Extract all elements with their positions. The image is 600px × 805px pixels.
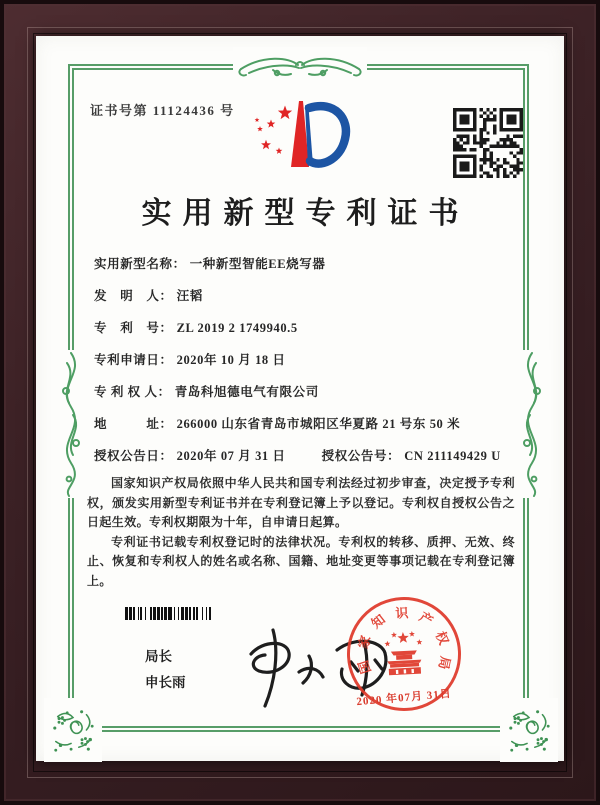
field-row-name [94, 255, 514, 274]
field-value: ZL 2019 2 1749940.5 [176, 321, 298, 335]
certificate-body-text [87, 474, 515, 591]
field-label: 实用新型名称： [94, 257, 186, 271]
director-name: 申长雨 [145, 675, 186, 690]
field-value: 一种新型智能EE烧写器 [189, 257, 326, 271]
field-value: 266000 山东省青岛市城阳区华夏路 21 号东 50 米 [176, 417, 461, 431]
qr-code [453, 108, 523, 178]
seal-date: 2020 年07月 31日 [355, 687, 453, 709]
cnipa-logo-icon [252, 94, 352, 184]
certificate-number: 证书号第 11124436 号 [90, 103, 235, 118]
field-value: 2020年 10 月 18 日 [176, 353, 286, 367]
barcode [125, 607, 243, 620]
field-row-address [94, 415, 514, 434]
field-label: 专 利 号： [94, 321, 173, 335]
seal-ring-text: 国 家 知 识 产 权 局 [355, 605, 453, 676]
grant-date-label: 授权公告日： [94, 449, 173, 463]
field-row-filing-date [94, 351, 514, 370]
field-row-patentee [94, 383, 514, 402]
grant-date-value: 2020年 07 月 31 日 [176, 449, 286, 463]
certificate-paper [36, 36, 564, 761]
grant-no-label: 授权公告号： [321, 449, 401, 463]
field-label: 发 明 人： [94, 289, 173, 303]
field-value: 汪韬 [176, 289, 203, 303]
field-row-grant [94, 447, 514, 466]
field-label: 地 址： [94, 417, 173, 431]
field-value: 青岛科旭德电气有限公司 [174, 385, 319, 399]
field-label: 专 利 权 人： [94, 385, 171, 399]
field-row-patent-no [94, 319, 514, 338]
certificate-title: 实用新型专利证书 [141, 197, 470, 230]
legal-paragraph-2: 专利证书记载专利权登记时的法律状况。专利权的转移、质押、无效、终止、恢复和专利权人的姓名或名称、国籍、地址变更等事项记载在专利登记簿上。 [87, 534, 515, 588]
director-title: 局长 [145, 649, 172, 664]
field-row-inventor [94, 287, 514, 306]
grant-no-value: CN 211149429 U [404, 449, 501, 463]
field-label: 专利申请日： [94, 353, 173, 367]
field-list [94, 255, 514, 466]
legal-paragraph-1: 国家知识产权局依照中华人民共和国专利法经过初步审查，决定授予专利权，颁发实用新型专利证书并在专利登记簿上予以登记。专利权自授权公告之日起生效。专利权期限为十年，自申请日起算。 [87, 476, 515, 529]
national-emblem-icon [374, 626, 435, 687]
director-block [145, 644, 186, 696]
certificate-content [36, 36, 564, 761]
